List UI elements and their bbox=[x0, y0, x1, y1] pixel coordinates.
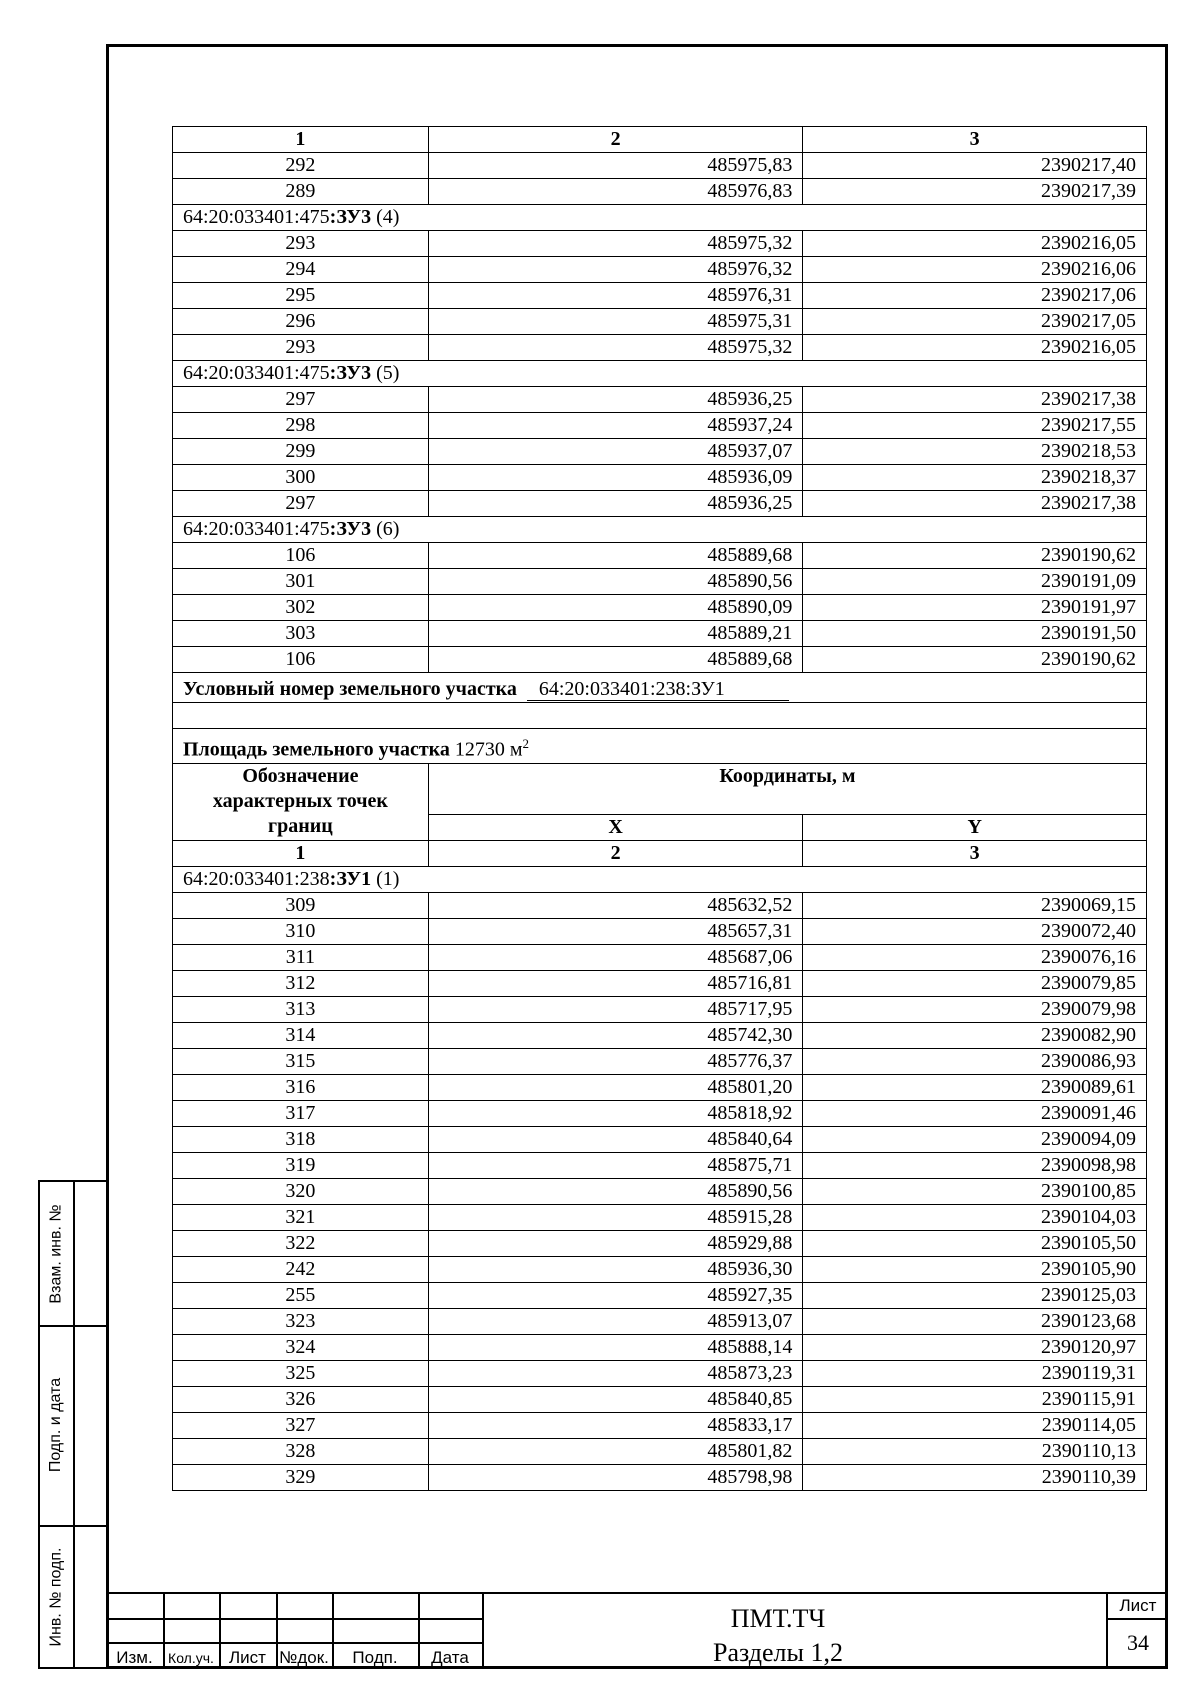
coord-x: 485776,37 bbox=[428, 1048, 803, 1074]
side-stamp bbox=[38, 1180, 106, 1669]
coord-y: 2390217,39 bbox=[803, 179, 1147, 205]
coord-y: 2390115,91 bbox=[803, 1386, 1147, 1412]
table-row bbox=[173, 283, 1147, 309]
coord-x: 485840,85 bbox=[428, 1386, 803, 1412]
point-id: 303 bbox=[173, 621, 429, 647]
group-prefix: 64:20:033401:475 bbox=[183, 206, 330, 228]
coord-x: 485929,88 bbox=[428, 1230, 803, 1256]
point-id: 297 bbox=[173, 387, 429, 413]
coord-y: 2390105,50 bbox=[803, 1230, 1147, 1256]
stamp-label-data: Дата bbox=[431, 1648, 469, 1667]
coord-y: 2390072,40 bbox=[803, 918, 1147, 944]
table-row bbox=[173, 1022, 1147, 1048]
coord-y: 2390069,15 bbox=[803, 892, 1147, 918]
column-number: 1 bbox=[173, 127, 429, 153]
coord-y: 2390217,05 bbox=[803, 309, 1147, 335]
coord-y: 2390082,90 bbox=[803, 1022, 1147, 1048]
group-suffix: (5) bbox=[371, 362, 400, 384]
coord-y: 2390110,13 bbox=[803, 1438, 1147, 1464]
table-row bbox=[173, 1204, 1147, 1230]
coord-x: 485875,71 bbox=[428, 1152, 803, 1178]
coord-x: 485976,83 bbox=[428, 179, 803, 205]
group-prefix: 64:20:033401:475 bbox=[183, 518, 330, 540]
point-id: 106 bbox=[173, 647, 429, 673]
table-row bbox=[173, 996, 1147, 1022]
table-row bbox=[173, 1256, 1147, 1282]
coord-x: 485976,31 bbox=[428, 283, 803, 309]
coord-x: 485975,83 bbox=[428, 153, 803, 179]
table-row bbox=[173, 1438, 1147, 1464]
point-id: 321 bbox=[173, 1204, 429, 1230]
parcel-number-label: Условный номер земельного участка bbox=[183, 678, 517, 700]
table-row bbox=[173, 491, 1147, 517]
table-row bbox=[173, 179, 1147, 205]
table-row bbox=[173, 309, 1147, 335]
inv-podp-label: Инв. № подп. bbox=[47, 1547, 65, 1647]
coord-y: 2390191,50 bbox=[803, 621, 1147, 647]
parcel-group-label bbox=[173, 866, 1147, 892]
column-number: 2 bbox=[428, 840, 803, 866]
table-row bbox=[173, 970, 1147, 996]
point-id: 297 bbox=[173, 491, 429, 517]
coord-x: 485717,95 bbox=[428, 996, 803, 1022]
coord-x: 485913,07 bbox=[428, 1308, 803, 1334]
table-row bbox=[173, 1126, 1147, 1152]
coord-y: 2390086,93 bbox=[803, 1048, 1147, 1074]
coord-x: 485801,20 bbox=[428, 1074, 803, 1100]
coord-x: 485890,56 bbox=[428, 1178, 803, 1204]
coord-x: 485873,23 bbox=[428, 1360, 803, 1386]
parcel-group-row bbox=[173, 517, 1147, 543]
coord-y: 2390218,53 bbox=[803, 439, 1147, 465]
point-id: 293 bbox=[173, 335, 429, 361]
podp-data-label: Подп. и дата bbox=[47, 1377, 65, 1473]
coord-y: 2390217,40 bbox=[803, 153, 1147, 179]
parcel-group-row bbox=[173, 361, 1147, 387]
group-code: :ЗУ3 bbox=[329, 206, 372, 228]
group-suffix: (6) bbox=[371, 518, 400, 540]
coord-x: 485927,35 bbox=[428, 1282, 803, 1308]
table-row bbox=[173, 1152, 1147, 1178]
coord-x: 485716,81 bbox=[428, 970, 803, 996]
coord-y: 2390190,62 bbox=[803, 543, 1147, 569]
table-row bbox=[173, 1048, 1147, 1074]
group-code: :ЗУ3 bbox=[329, 518, 372, 540]
table-row bbox=[173, 543, 1147, 569]
point-id: 300 bbox=[173, 465, 429, 491]
parcel-area-value: 12730 м bbox=[449, 738, 523, 761]
x-column-header: X bbox=[428, 814, 803, 840]
coord-y: 2390104,03 bbox=[803, 1204, 1147, 1230]
group-code: :ЗУ1 bbox=[329, 867, 372, 890]
point-id: 320 bbox=[173, 1178, 429, 1204]
coord-x: 485975,32 bbox=[428, 231, 803, 257]
sheet-label: Лист bbox=[1119, 1596, 1157, 1615]
group-suffix: (1) bbox=[371, 867, 400, 890]
vzam-inv-label: Взам. инв. № bbox=[47, 1203, 65, 1304]
coord-x: 485632,52 bbox=[428, 892, 803, 918]
column-number: 3 bbox=[803, 840, 1147, 866]
parcel-area-row bbox=[173, 729, 1147, 764]
table-row bbox=[173, 1464, 1147, 1490]
table-row bbox=[173, 1386, 1147, 1412]
group-suffix: (4) bbox=[371, 206, 400, 228]
table-row bbox=[173, 257, 1147, 283]
point-id: 293 bbox=[173, 231, 429, 257]
coord-y: 2390079,85 bbox=[803, 970, 1147, 996]
point-id: 298 bbox=[173, 413, 429, 439]
table-row bbox=[173, 387, 1147, 413]
table-row bbox=[173, 413, 1147, 439]
table-row bbox=[173, 231, 1147, 257]
point-id: 312 bbox=[173, 970, 429, 996]
title-block bbox=[106, 1592, 1168, 1669]
stamp-label-ndok: №док. bbox=[279, 1648, 329, 1667]
coord-x: 485889,21 bbox=[428, 621, 803, 647]
coord-y: 2390123,68 bbox=[803, 1308, 1147, 1334]
table-row bbox=[173, 621, 1147, 647]
table-row bbox=[173, 892, 1147, 918]
group-prefix: 64:20:033401:475 bbox=[183, 362, 330, 384]
table-row bbox=[173, 335, 1147, 361]
parcel-group-row bbox=[173, 866, 1147, 892]
point-id: 295 bbox=[173, 283, 429, 309]
parcel-number-value: 64:20:033401:238:ЗУ1 bbox=[527, 678, 789, 701]
table-row bbox=[173, 1308, 1147, 1334]
point-id: 242 bbox=[173, 1256, 429, 1282]
column-number: 3 bbox=[803, 127, 1147, 153]
point-id: 302 bbox=[173, 595, 429, 621]
coord-y: 2390094,09 bbox=[803, 1126, 1147, 1152]
coord-y: 2390120,97 bbox=[803, 1334, 1147, 1360]
parcel-group-label bbox=[173, 517, 1147, 543]
parcel-area-label: Площадь земельного участка bbox=[183, 738, 450, 761]
point-id: 317 bbox=[173, 1100, 429, 1126]
coord-x: 485742,30 bbox=[428, 1022, 803, 1048]
table-row bbox=[173, 1230, 1147, 1256]
point-id: 329 bbox=[173, 1464, 429, 1490]
table-row bbox=[173, 569, 1147, 595]
point-id: 296 bbox=[173, 309, 429, 335]
column-number: 2 bbox=[428, 127, 803, 153]
point-id: 327 bbox=[173, 1412, 429, 1438]
stamp-label-izm: Изм. bbox=[116, 1648, 153, 1667]
group-code: :ЗУ3 bbox=[329, 362, 372, 384]
point-id: 313 bbox=[173, 996, 429, 1022]
parcel-group-label bbox=[173, 361, 1147, 387]
point-id: 299 bbox=[173, 439, 429, 465]
coord-x: 485889,68 bbox=[428, 647, 803, 673]
coord-y: 2390216,05 bbox=[803, 335, 1147, 361]
sheet-number: 34 bbox=[1127, 1630, 1149, 1655]
table-row bbox=[173, 918, 1147, 944]
coord-x: 485976,32 bbox=[428, 257, 803, 283]
document-title bbox=[482, 1602, 1074, 1670]
coord-x: 485687,06 bbox=[428, 944, 803, 970]
y-column-header: Y bbox=[803, 814, 1147, 840]
parcel-number-cell bbox=[173, 673, 1147, 703]
coord-x: 485936,25 bbox=[428, 387, 803, 413]
table-row bbox=[173, 153, 1147, 179]
coord-y: 2390218,37 bbox=[803, 465, 1147, 491]
coord-x: 485801,82 bbox=[428, 1438, 803, 1464]
table-row bbox=[173, 944, 1147, 970]
point-id: 322 bbox=[173, 1230, 429, 1256]
parcel-group-row bbox=[173, 205, 1147, 231]
coord-x: 485798,98 bbox=[428, 1464, 803, 1490]
stamp-label-koluch: Кол.уч. bbox=[168, 1650, 214, 1666]
table-row bbox=[173, 439, 1147, 465]
parcel-group-label bbox=[173, 205, 1147, 231]
column-number-row bbox=[173, 127, 1147, 153]
point-id: 294 bbox=[173, 257, 429, 283]
point-id: 318 bbox=[173, 1126, 429, 1152]
coord-x: 485937,07 bbox=[428, 439, 803, 465]
coord-y: 2390191,97 bbox=[803, 595, 1147, 621]
coordinates-table bbox=[172, 126, 1147, 1491]
coord-x: 485889,68 bbox=[428, 543, 803, 569]
coord-y: 2390114,05 bbox=[803, 1412, 1147, 1438]
coord-x: 485840,64 bbox=[428, 1126, 803, 1152]
coord-y: 2390216,06 bbox=[803, 257, 1147, 283]
doc-sections: Разделы 1,2 bbox=[712, 1638, 843, 1667]
coord-x: 485657,31 bbox=[428, 918, 803, 944]
point-id: 314 bbox=[173, 1022, 429, 1048]
table-row bbox=[173, 595, 1147, 621]
column-number: 1 bbox=[173, 840, 429, 866]
point-id: 326 bbox=[173, 1386, 429, 1412]
coord-x: 485937,24 bbox=[428, 413, 803, 439]
table-row bbox=[173, 1100, 1147, 1126]
coord-y: 2390191,09 bbox=[803, 569, 1147, 595]
point-id: 292 bbox=[173, 153, 429, 179]
coord-x: 485975,32 bbox=[428, 335, 803, 361]
point-id: 319 bbox=[173, 1152, 429, 1178]
coord-y: 2390091,46 bbox=[803, 1100, 1147, 1126]
coord-y: 2390100,85 bbox=[803, 1178, 1147, 1204]
coord-x: 485936,25 bbox=[428, 491, 803, 517]
doc-code: ПМТ.ТЧ bbox=[730, 1604, 826, 1633]
area-unit-exponent: 2 bbox=[522, 736, 530, 751]
parcel-number-row bbox=[173, 673, 1147, 703]
point-id: 316 bbox=[173, 1074, 429, 1100]
table-row bbox=[173, 1360, 1147, 1386]
point-id: 315 bbox=[173, 1048, 429, 1074]
coord-y: 2390216,05 bbox=[803, 231, 1147, 257]
point-id: 310 bbox=[173, 918, 429, 944]
point-id: 106 bbox=[173, 543, 429, 569]
spacer-cell bbox=[173, 703, 1147, 729]
stamp-label-podp: Подп. bbox=[352, 1648, 398, 1667]
coord-x: 485975,31 bbox=[428, 309, 803, 335]
point-id: 301 bbox=[173, 569, 429, 595]
coord-y: 2390076,16 bbox=[803, 944, 1147, 970]
point-id: 255 bbox=[173, 1282, 429, 1308]
coord-x: 485915,28 bbox=[428, 1204, 803, 1230]
table-row bbox=[173, 1334, 1147, 1360]
coord-y: 2390217,38 bbox=[803, 491, 1147, 517]
coord-y: 2390125,03 bbox=[803, 1282, 1147, 1308]
coord-y: 2390089,61 bbox=[803, 1074, 1147, 1100]
coord-x: 485936,09 bbox=[428, 465, 803, 491]
coord-x: 485936,30 bbox=[428, 1256, 803, 1282]
table-row bbox=[173, 1282, 1147, 1308]
coord-x: 485818,92 bbox=[428, 1100, 803, 1126]
point-id: 311 bbox=[173, 944, 429, 970]
table-row bbox=[173, 465, 1147, 491]
coord-y: 2390217,55 bbox=[803, 413, 1147, 439]
table-row bbox=[173, 1412, 1147, 1438]
coords-column-header: Координаты, м bbox=[428, 763, 1146, 814]
coord-y: 2390217,38 bbox=[803, 387, 1147, 413]
coord-x: 485833,17 bbox=[428, 1412, 803, 1438]
point-id: 289 bbox=[173, 179, 429, 205]
column-number-row bbox=[173, 840, 1147, 866]
coord-x: 485890,56 bbox=[428, 569, 803, 595]
coord-x: 485888,14 bbox=[428, 1334, 803, 1360]
coord-x: 485890,09 bbox=[428, 595, 803, 621]
table-row bbox=[173, 1178, 1147, 1204]
column-header-row bbox=[173, 763, 1147, 814]
spacer-row bbox=[173, 703, 1147, 729]
parcel-area-cell bbox=[173, 729, 1147, 764]
coord-y: 2390190,62 bbox=[803, 647, 1147, 673]
point-id: 323 bbox=[173, 1308, 429, 1334]
stamp-label-list: Лист bbox=[229, 1648, 266, 1667]
point-id: 309 bbox=[173, 892, 429, 918]
group-prefix: 64:20:033401:238 bbox=[183, 867, 330, 890]
point-id: 325 bbox=[173, 1360, 429, 1386]
coord-y: 2390119,31 bbox=[803, 1360, 1147, 1386]
point-id: 324 bbox=[173, 1334, 429, 1360]
coord-y: 2390098,98 bbox=[803, 1152, 1147, 1178]
point-id: 328 bbox=[173, 1438, 429, 1464]
coord-y: 2390079,98 bbox=[803, 996, 1147, 1022]
coord-y: 2390217,06 bbox=[803, 283, 1147, 309]
points-column-header: Обозначение характерных точек границ bbox=[173, 763, 429, 840]
coord-y: 2390105,90 bbox=[803, 1256, 1147, 1282]
table-row bbox=[173, 647, 1147, 673]
coord-y: 2390110,39 bbox=[803, 1464, 1147, 1490]
table-row bbox=[173, 1074, 1147, 1100]
